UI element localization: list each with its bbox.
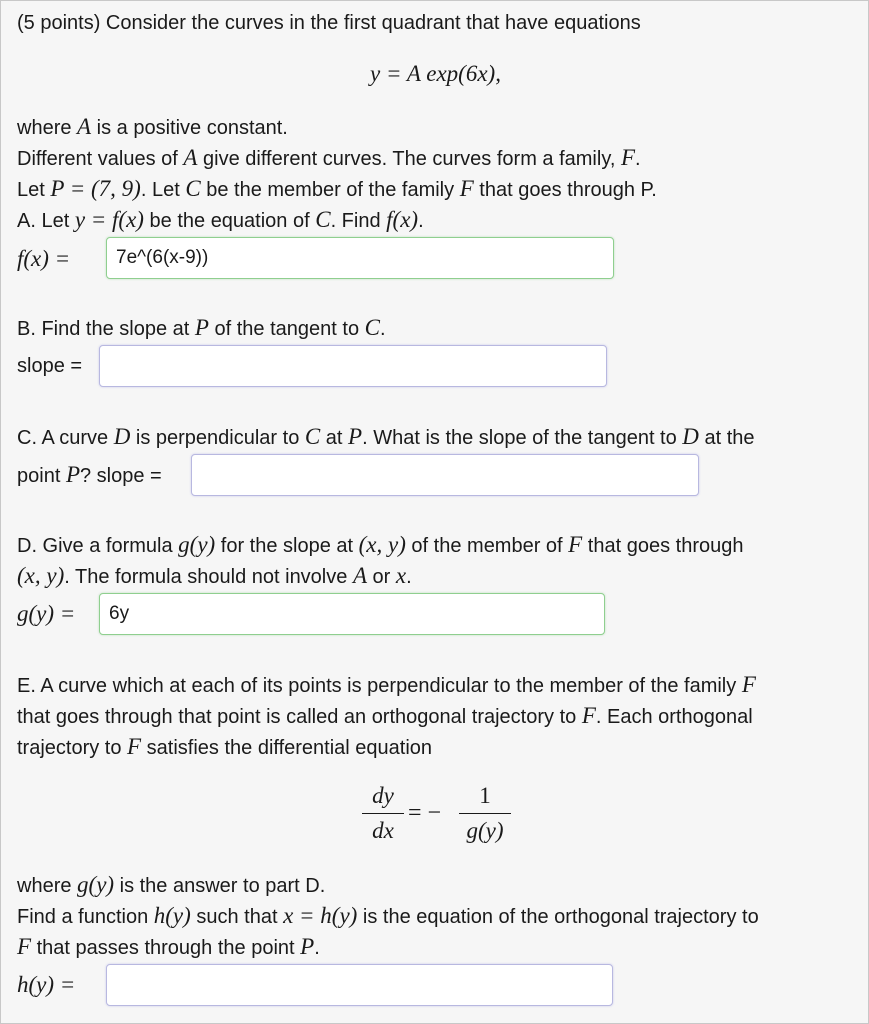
- part-e-text-line-3: trajectory to F satisfies the differential equation: [17, 734, 433, 759]
- equals-minus-sign: = −: [408, 800, 442, 826]
- part-e-answer-input[interactable]: [106, 964, 613, 1006]
- dy-dx-fraction: dy dx: [362, 781, 404, 846]
- part-d-question-line-1: D. Give a formula g(y) for the slope at (x, y) of the member of F that goes through: [17, 532, 744, 557]
- part-d-question-line-2: (x, y). The formula should not involve A or x.: [17, 563, 412, 588]
- part-b-answer-input[interactable]: [99, 345, 607, 387]
- intro-line-1: where A is a positive constant.: [17, 114, 288, 139]
- part-b-question: B. Find the slope at P of the tangent to C.: [17, 315, 386, 340]
- part-e-text-line-1: E. A curve which at each of its points is perpendicular to the member of the family F: [17, 672, 756, 697]
- part-e-text-line-6: F that passes through the point P.: [17, 934, 320, 959]
- part-c-question-line-1: C. A curve D is perpendicular to C at P. What is the slope of the tangent to D at the: [17, 424, 755, 449]
- part-c-question-line-2: point P? slope =: [17, 462, 162, 487]
- part-a-question: A. Let y = f(x) be the equation of C. Find f(x).: [17, 207, 424, 232]
- part-a-answer-input[interactable]: 7e^(6(x-9)): [106, 237, 614, 279]
- problem-header: (5 points) Consider the curves in the first quadrant that have equations: [17, 12, 641, 34]
- part-d-answer-input[interactable]: 6y: [99, 593, 605, 635]
- part-e-text-line-2: that goes through that point is called an orthogonal trajectory to F. Each orthogonal: [17, 703, 753, 728]
- part-b-label: slope =: [17, 355, 83, 377]
- part-e-text-line-4: where g(y) is the answer to part D.: [17, 872, 326, 897]
- part-c-answer-input[interactable]: [191, 454, 699, 496]
- main-equation: y = A exp(6x),: [370, 61, 501, 86]
- part-e-text-line-5: Find a function h(y) such that x = h(y) is the equation of the orthogonal trajectory to: [17, 903, 759, 928]
- intro-line-3: Let P = (7, 9). Let C be the member of the family F that goes through P.: [17, 176, 657, 201]
- part-a-label: f(x) =: [17, 246, 71, 271]
- intro-line-2: Different values of A give different curves. The curves form a family, F.: [17, 145, 641, 170]
- one-over-g-fraction: 1 g(y): [459, 781, 511, 846]
- part-d-label: g(y) =: [17, 601, 76, 626]
- part-e-label: h(y) =: [17, 972, 76, 997]
